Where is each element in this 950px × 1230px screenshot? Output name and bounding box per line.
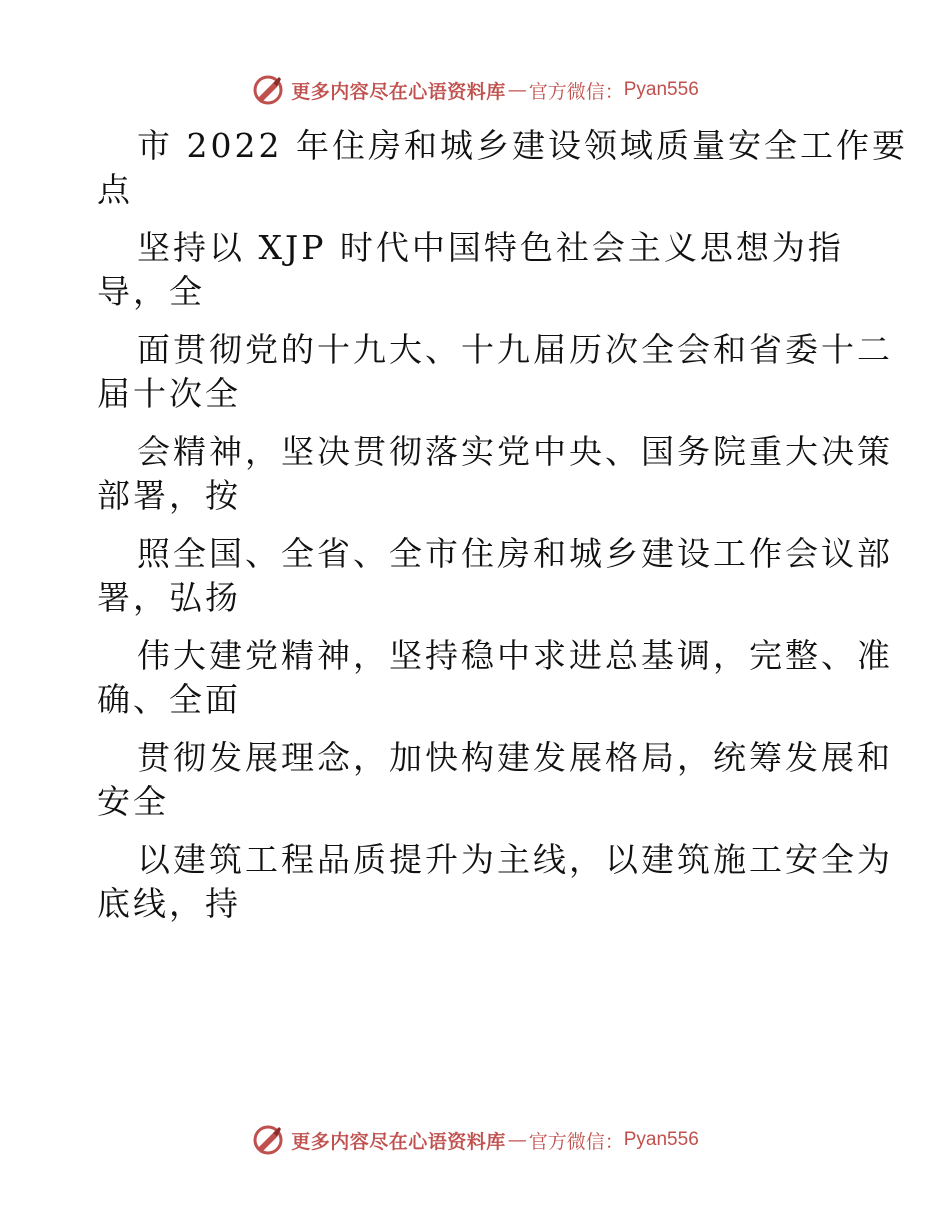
pen-logo-icon bbox=[251, 73, 285, 107]
wechat-id: Pyan556 bbox=[623, 79, 699, 100]
wechat-label: 官方微信： bbox=[528, 1130, 624, 1153]
paragraph-line: 市 2022 年住房和城乡建设领域质量安全工作要 bbox=[137, 126, 908, 165]
paragraph-line: 部署，按 bbox=[97, 476, 241, 515]
paragraph-line: 底线，持 bbox=[97, 884, 241, 923]
paragraph-line: 贯彻发展理念，加快构建发展格局，统筹发展和 bbox=[137, 738, 893, 777]
paragraph-line: 署，弘扬 bbox=[97, 578, 241, 617]
paragraph-line: 照全国、全省、全市住房和城乡建设工作会议部 bbox=[137, 534, 893, 573]
paragraph bbox=[97, 532, 893, 620]
paragraph bbox=[97, 226, 857, 314]
paragraph-line: 届十次全 bbox=[97, 374, 241, 413]
paragraph bbox=[97, 634, 893, 722]
paragraph-line: 坚持以 XJP 时代中国特色社会主义思想为指 bbox=[137, 228, 844, 267]
wechat-label: 官方微信： bbox=[528, 80, 624, 103]
wechat-id: Pyan556 bbox=[623, 1129, 699, 1150]
paragraph bbox=[97, 328, 893, 416]
pen-logo-icon bbox=[251, 1123, 285, 1157]
header-banner bbox=[0, 70, 950, 110]
paragraph-line: 以建筑工程品质提升为主线，以建筑施工安全为 bbox=[137, 840, 893, 879]
banner-text: 更多内容尽在心语资料库 bbox=[291, 1130, 506, 1153]
paragraph-line: 伟大建党精神，坚持稳中求进总基调，完整、准 bbox=[137, 636, 893, 675]
paragraph bbox=[97, 838, 893, 926]
banner-text: 更多内容尽在心语资料库 bbox=[291, 80, 506, 103]
paragraph-line: 面贯彻党的十九大、十九届历次全会和省委十二 bbox=[137, 330, 893, 369]
paragraph-line: 会精神，坚决贯彻落实党中央、国务院重大决策 bbox=[137, 432, 893, 471]
banner-dash: — bbox=[507, 1129, 527, 1151]
banner-dash: — bbox=[507, 79, 527, 101]
paragraph bbox=[97, 736, 893, 824]
footer-banner bbox=[0, 1120, 950, 1160]
paragraph-line: 确、全面 bbox=[97, 680, 241, 719]
paragraph-line: 导，全 bbox=[97, 272, 205, 311]
paragraph bbox=[97, 124, 908, 212]
paragraph-line: 点 bbox=[97, 170, 133, 209]
paragraph bbox=[97, 430, 893, 518]
paragraph-line: 安全 bbox=[97, 782, 169, 821]
document-body bbox=[97, 124, 908, 940]
